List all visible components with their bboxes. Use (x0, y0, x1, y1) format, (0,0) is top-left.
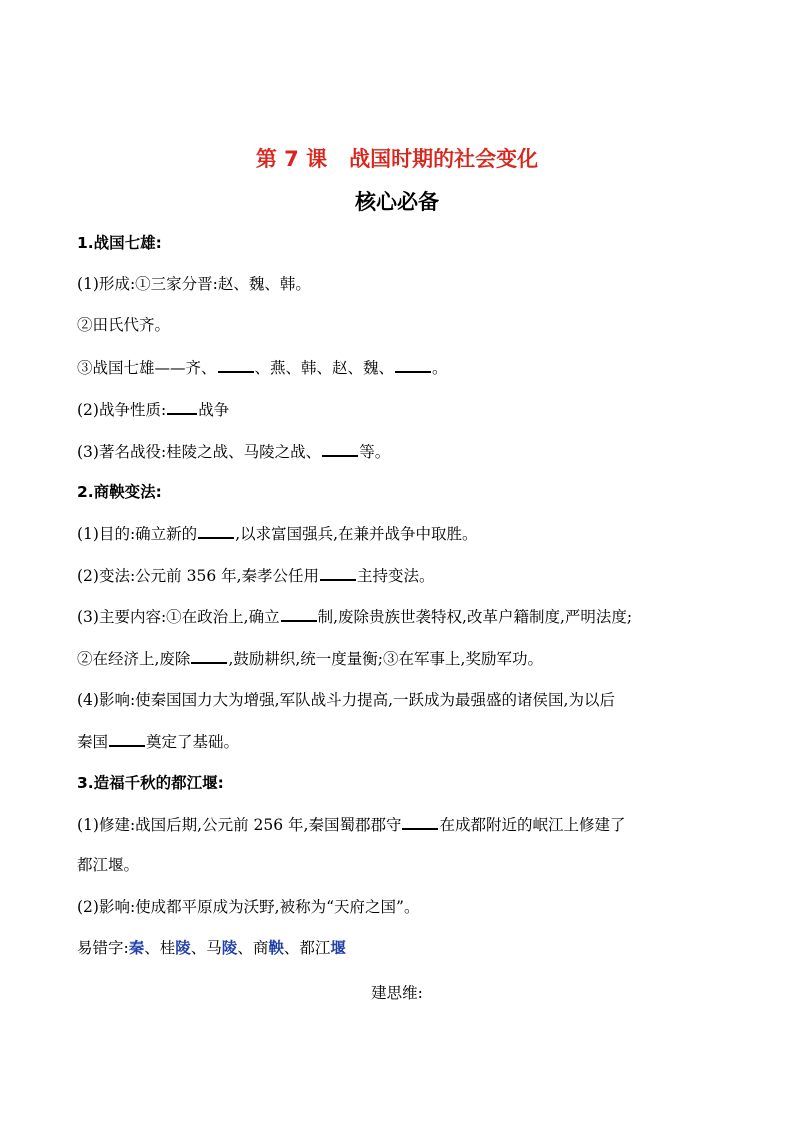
s2-line-4: ②在经济上,废除 ,鼓励耕织,统一度量衡;③在军事上,奖励军功。 (77, 650, 543, 668)
typo-label: 易错字: (77, 939, 129, 957)
s1-line-2: ②田氏代齐。 (77, 316, 171, 334)
fill-blank[interactable] (395, 357, 431, 373)
fill-blank[interactable] (191, 648, 227, 664)
page-title (0, 143, 794, 173)
s2-line-6: 秦国 奠定了基础。 (77, 733, 240, 751)
fill-blank[interactable] (218, 357, 254, 373)
heading-dujiangyan: 3.造福千秋的都江堰: (77, 774, 224, 792)
footer-text: 建思维: (371, 984, 423, 1002)
fill-blank[interactable] (322, 441, 358, 457)
s2-line-2: (2)变法:公元前 356 年,秦孝公任用 主持变法。 (77, 567, 435, 585)
s2-line-1: (1)目的:确立新的 ,以求富国强兵,在兼并战争中取胜。 (77, 525, 478, 543)
s3-line-3: (2)影响:使成都平原成为沃野,被称为“天府之国”。 (77, 898, 420, 916)
s1-line-3: ③战国七雄——齐、 、燕、韩、赵、魏、 。 (77, 359, 448, 377)
fill-blank[interactable] (281, 606, 317, 622)
fill-blank[interactable] (167, 399, 197, 415)
typo-characters: 易错字:秦、桂陵、马陵、商鞅、都江堰 (77, 938, 346, 957)
lesson-title: 战国时期的社会变化 (349, 147, 539, 171)
heading-seven-states: 1.战国七雄: (77, 234, 162, 252)
fill-blank[interactable] (198, 523, 234, 539)
s1-line-5: (3)著名战役:桂陵之战、马陵之战、 等。 (77, 443, 391, 461)
lesson-number: 第 7 课 (255, 147, 328, 171)
s2-line-3: (3)主要内容:①在政治上,确立 制,废除贵族世袭特权,改革户籍制度,严明法度; (77, 608, 633, 626)
fill-blank[interactable] (320, 565, 356, 581)
section-subtitle: 核心必备 (355, 190, 439, 214)
s1-line-4: (2)战争性质: 战争 (77, 401, 230, 419)
fill-blank[interactable] (109, 731, 145, 747)
s3-line-1: (1)修建:战国后期,公元前 256 年,秦国蜀郡郡守 在成都附近的岷江上修建了 (77, 816, 626, 834)
s2-line-5: (4)影响:使秦国国力大为增强,军队战斗力提高,一跃成为最强盛的诸侯国,为以后 (77, 691, 615, 709)
heading-shang-yang-reform: 2.商鞅变法: (77, 483, 162, 501)
fill-blank[interactable] (402, 814, 438, 830)
s3-line-2: 都江堰。 (77, 856, 140, 874)
s1-line-1: (1)形成:①三家分晋:赵、魏、韩。 (77, 275, 311, 293)
